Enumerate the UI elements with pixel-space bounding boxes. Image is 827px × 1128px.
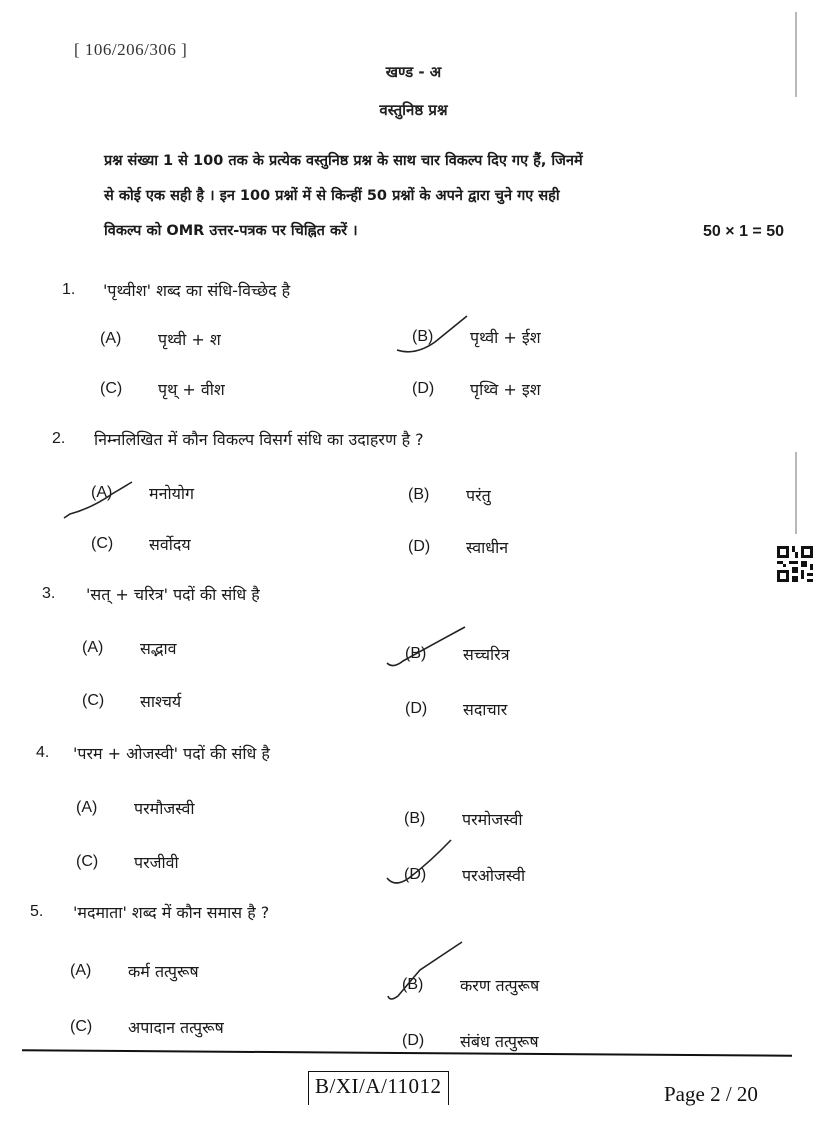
option-label: (A)	[70, 962, 92, 979]
option-d[interactable]	[408, 536, 508, 558]
question-text: 'पृथ्वीश' शब्द का संधि-विच्छेद है	[103, 281, 291, 300]
scan-margin-mark	[795, 452, 797, 534]
option-d[interactable]	[402, 1030, 539, 1052]
option-text: कर्म तत्पुरूष	[128, 962, 199, 981]
section-title: खण्ड - अ	[385, 63, 442, 81]
option-text: परंतु	[466, 486, 491, 505]
option-text: साश्चर्य	[140, 692, 182, 711]
question-text: 'सत् + चरित्र' पदों की संधि है	[86, 585, 260, 604]
option-a[interactable]	[100, 328, 221, 350]
option-label: (A)	[91, 484, 113, 501]
option-a[interactable]	[70, 960, 199, 982]
option-a[interactable]	[91, 482, 194, 504]
option-d[interactable]	[412, 378, 541, 400]
option-label: (D)	[412, 380, 435, 397]
question-text: 'मदमाता' शब्द में कौन समास है ?	[73, 903, 270, 922]
option-label: (B)	[405, 645, 427, 662]
option-label: (A)	[82, 639, 104, 656]
option-b[interactable]	[408, 484, 491, 506]
option-a[interactable]	[76, 797, 194, 819]
option-d[interactable]	[404, 864, 525, 886]
instruction-line-3-text: विकल्प को OMR उत्तर-पत्रक पर चिह्नित करें ।	[104, 223, 358, 239]
option-text: परमौजस्वी	[134, 799, 195, 818]
paper-code: [ 106/206/306 ]	[74, 40, 188, 59]
option-text: पृथ्वि + इश	[470, 380, 541, 399]
option-label: (C)	[70, 1018, 93, 1035]
option-text: अपादान तत्पुरूष	[128, 1018, 224, 1037]
option-text: परओजस्वी	[462, 866, 526, 885]
option-a[interactable]	[82, 637, 176, 659]
page-number: Page 2 / 20	[664, 1082, 758, 1106]
booklet-code: B/XI/A/11012	[308, 1071, 449, 1105]
option-text: मनोयोग	[149, 484, 195, 503]
question-number: 2.	[52, 430, 66, 447]
option-label: (D)	[405, 700, 428, 717]
option-text: सर्वोदय	[149, 535, 191, 554]
option-c[interactable]	[70, 1016, 224, 1038]
section-subtitle: वस्तुनिष्ठ प्रश्न	[379, 101, 448, 119]
option-c[interactable]	[91, 533, 191, 555]
option-c[interactable]	[100, 378, 225, 400]
option-label: (D)	[404, 866, 427, 883]
option-label: (B)	[408, 486, 430, 503]
option-b[interactable]	[404, 808, 522, 830]
question-number: 4.	[36, 744, 50, 761]
option-text: संबंध तत्पुरूष	[460, 1032, 539, 1051]
option-label: (C)	[82, 692, 105, 709]
instruction-line-3	[104, 214, 784, 249]
instructions	[104, 144, 784, 249]
option-b[interactable]	[405, 643, 510, 665]
option-text: पृथ्वी + श	[158, 330, 221, 349]
option-label: (C)	[100, 380, 123, 397]
option-d[interactable]	[405, 698, 507, 720]
instruction-line-2: से कोई एक सही है । इन 100 प्रश्नों में से किन्हीं 50 प्रश्नों के अपने द्वारा चुने गए सही	[104, 188, 560, 204]
option-label: (C)	[76, 853, 99, 870]
option-c[interactable]	[76, 851, 179, 873]
option-label: (C)	[91, 535, 114, 552]
scan-margin-mark	[795, 12, 797, 97]
option-label: (B)	[404, 810, 426, 827]
option-text: करण तत्पुरूष	[460, 976, 540, 995]
option-text: पृथ् + वीश	[158, 380, 225, 399]
option-label: (D)	[402, 1032, 425, 1049]
option-b[interactable]	[412, 326, 541, 348]
option-text: सदाचार	[463, 700, 508, 719]
option-label: (A)	[100, 330, 122, 347]
option-text: परजीवी	[134, 853, 179, 872]
question-text: निम्नलिखित में कौन विकल्प विसर्ग संधि का उदाहरण है ?	[94, 430, 424, 449]
question-text: 'परम + ओजस्वी' पदों की संधि है	[73, 744, 270, 763]
option-label: (B)	[412, 328, 434, 345]
marks-allocation: 50 × 1 = 50	[703, 223, 784, 240]
question-number: 5.	[30, 903, 44, 920]
option-text: स्वाधीन	[466, 538, 509, 557]
question-number: 3.	[42, 585, 56, 602]
option-text: परमोजस्वी	[462, 810, 523, 829]
option-label: (D)	[408, 538, 431, 555]
option-text: सद्भाव	[140, 639, 177, 658]
option-label: (A)	[76, 799, 98, 816]
question-number: 1.	[62, 281, 76, 298]
option-label: (B)	[402, 976, 424, 993]
option-b[interactable]	[402, 974, 539, 996]
option-text: पृथ्वी + ईश	[470, 328, 541, 347]
option-text: सच्चरित्र	[463, 645, 510, 664]
qr-code-icon	[777, 546, 813, 582]
option-c[interactable]	[82, 690, 181, 712]
instruction-line-1: प्रश्न संख्या 1 से 100 तक के प्रत्येक वस्तुनिष्ठ प्रश्न के साथ चार विकल्प दिए गए हैं, जिनमें	[104, 153, 583, 169]
